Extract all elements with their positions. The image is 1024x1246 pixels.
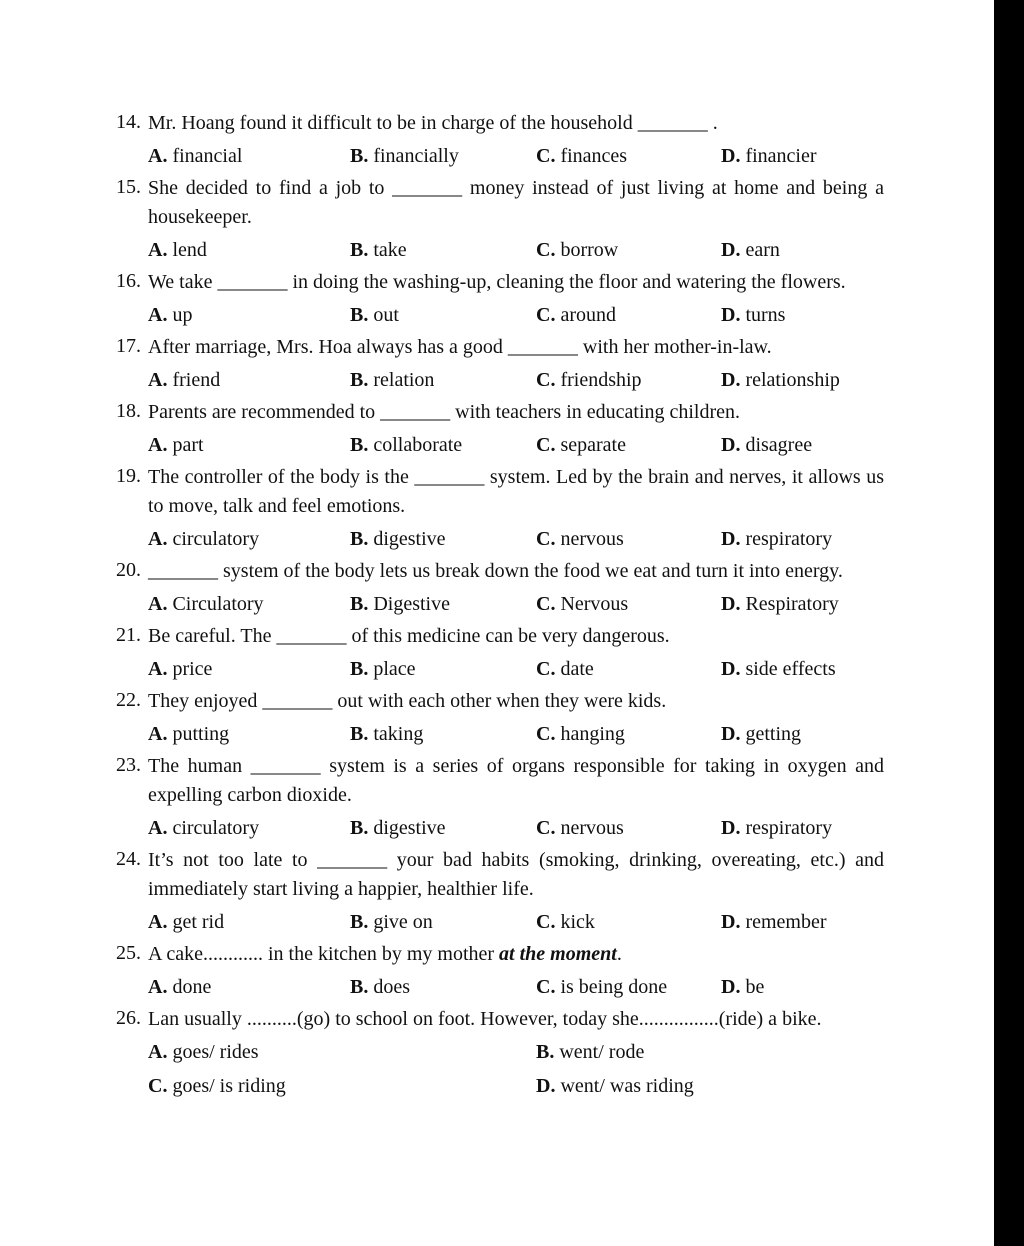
answer-option[interactable]	[350, 905, 433, 939]
answer-option[interactable]	[536, 1035, 644, 1069]
question-text: Lan usually ..........(go) to school on foot. However, today she................(ride) a bike.	[148, 1008, 822, 1030]
answer-option[interactable]	[148, 970, 211, 1004]
option-text: relationship	[745, 369, 840, 391]
question-block	[0, 1004, 994, 1103]
option-text: hanging	[560, 723, 625, 745]
option-letter: A.	[148, 658, 168, 680]
answer-option[interactable]	[148, 298, 192, 332]
option-letter: C.	[148, 1075, 168, 1097]
question-text: Parents are recommended to _______ with teachers in educating children.	[148, 401, 741, 423]
question-text: It’s not too late to _______ your bad habits (smoking, drinking, overeating, etc.) and immediately start living a happier, healthier life.	[148, 849, 884, 900]
option-letter: B.	[350, 528, 369, 550]
answer-option[interactable]	[148, 587, 264, 621]
option-text: does	[373, 976, 411, 998]
worksheet-page	[0, 108, 994, 1103]
answer-option[interactable]	[536, 970, 667, 1004]
answer-option[interactable]	[536, 587, 628, 621]
option-letter: C.	[536, 723, 556, 745]
option-letter: B.	[536, 1041, 555, 1063]
option-text: circulatory	[172, 817, 260, 839]
question-text: A cake............ in the kitchen by my mother	[148, 943, 500, 965]
option-letter: A.	[148, 976, 168, 998]
option-text: circulatory	[172, 528, 260, 550]
question-text-end: .	[616, 943, 622, 965]
option-letter: D.	[721, 239, 741, 261]
answer-option[interactable]	[536, 298, 616, 332]
answer-option[interactable]	[721, 233, 780, 267]
question-number: 18.	[116, 400, 141, 422]
answer-option[interactable]	[721, 905, 827, 939]
question-block	[0, 845, 994, 939]
option-letter: D.	[721, 658, 741, 680]
option-text: taking	[373, 723, 424, 745]
question-stem	[0, 751, 884, 811]
option-letter: A.	[148, 239, 168, 261]
option-letter: B.	[350, 304, 369, 326]
question-number: 25.	[116, 942, 141, 964]
option-text: earn	[745, 239, 780, 261]
question-number: 20.	[116, 559, 141, 581]
answer-option[interactable]	[148, 522, 259, 556]
answer-option[interactable]	[536, 233, 618, 267]
option-text: friend	[172, 369, 221, 391]
option-letter: A.	[148, 911, 168, 933]
option-text: respiratory	[745, 817, 833, 839]
option-letter: C.	[536, 239, 556, 261]
answer-option[interactable]	[721, 717, 801, 751]
question-number: 15.	[116, 176, 141, 198]
option-text: disagree	[745, 434, 813, 456]
answer-option[interactable]	[721, 652, 836, 686]
question-text-emphasis: at the moment	[499, 943, 617, 965]
option-text: went/ rode	[559, 1041, 645, 1063]
answer-option[interactable]	[536, 905, 595, 939]
question-stem	[0, 939, 884, 970]
answer-option[interactable]	[148, 363, 220, 397]
option-letter: A.	[148, 145, 168, 167]
option-letter: C.	[536, 658, 556, 680]
option-letter: D.	[721, 369, 741, 391]
option-letter: D.	[536, 1075, 556, 1097]
option-letter: C.	[536, 528, 556, 550]
option-text: financier	[745, 145, 817, 167]
option-letter: A.	[148, 723, 168, 745]
option-letter: C.	[536, 304, 556, 326]
answer-option[interactable]	[350, 233, 407, 267]
answer-option[interactable]	[350, 717, 423, 751]
answer-option[interactable]	[536, 652, 594, 686]
answer-option[interactable]	[721, 363, 840, 397]
option-letter: A.	[148, 1041, 168, 1063]
answer-option[interactable]	[721, 139, 817, 173]
option-letter: B.	[350, 239, 369, 261]
answer-options	[0, 652, 994, 686]
answer-option[interactable]	[148, 233, 207, 267]
answer-option[interactable]	[350, 811, 446, 845]
option-text: give on	[373, 911, 433, 933]
answer-option[interactable]	[148, 1069, 286, 1103]
option-text: side effects	[745, 658, 836, 680]
option-text: financial	[172, 145, 243, 167]
question-stem	[0, 397, 884, 428]
question-stem	[0, 621, 884, 652]
option-text: around	[560, 304, 616, 326]
question-stem	[0, 1004, 884, 1035]
option-letter: A.	[148, 593, 168, 615]
option-letter: D.	[721, 817, 741, 839]
option-text: goes/ is riding	[172, 1075, 286, 1097]
answer-options	[0, 363, 994, 397]
option-text: nervous	[560, 817, 624, 839]
option-letter: C.	[536, 593, 556, 615]
question-number: 24.	[116, 848, 141, 870]
option-letter: B.	[350, 658, 369, 680]
option-text: out	[373, 304, 399, 326]
option-letter: C.	[536, 911, 556, 933]
option-text: relation	[373, 369, 435, 391]
question-text: She decided to find a job to _______ money instead of just living at home and being a housekeeper.	[148, 177, 884, 228]
option-text: Digestive	[373, 593, 450, 615]
option-text: date	[560, 658, 594, 680]
question-number: 17.	[116, 335, 141, 357]
question-number: 16.	[116, 270, 141, 292]
option-letter: C.	[536, 817, 556, 839]
answer-options	[0, 1035, 994, 1069]
answer-option[interactable]	[721, 587, 839, 621]
option-letter: B.	[350, 817, 369, 839]
answer-option[interactable]	[350, 587, 450, 621]
option-letter: D.	[721, 911, 741, 933]
answer-option[interactable]	[536, 363, 642, 397]
option-text: borrow	[560, 239, 619, 261]
option-letter: C.	[536, 145, 556, 167]
option-text: finances	[560, 145, 628, 167]
question-stem	[0, 267, 884, 298]
answer-options	[0, 905, 994, 939]
answer-options	[0, 811, 994, 845]
option-text: lend	[172, 239, 207, 261]
option-text: collaborate	[373, 434, 463, 456]
answer-options	[0, 717, 994, 751]
option-letter: A.	[148, 528, 168, 550]
option-text: separate	[560, 434, 626, 456]
answer-option[interactable]	[536, 717, 625, 751]
option-letter: B.	[350, 723, 369, 745]
option-text: price	[172, 658, 213, 680]
answer-option[interactable]	[350, 970, 410, 1004]
question-block	[0, 686, 994, 751]
option-text: get rid	[172, 911, 225, 933]
option-text: respiratory	[745, 528, 833, 550]
question-block	[0, 332, 994, 397]
option-letter: B.	[350, 145, 369, 167]
option-text: up	[172, 304, 193, 326]
answer-option[interactable]	[721, 428, 812, 462]
answer-option[interactable]	[350, 652, 416, 686]
answer-option[interactable]	[148, 428, 204, 462]
question-block	[0, 462, 994, 556]
answer-option[interactable]	[536, 1069, 694, 1103]
option-letter: A.	[148, 434, 168, 456]
answer-option[interactable]	[148, 811, 259, 845]
answer-option[interactable]	[721, 970, 764, 1004]
question-text: They enjoyed _______ out with each other when they were kids.	[148, 690, 667, 712]
option-text: turns	[745, 304, 786, 326]
question-text: Be careful. The _______ of this medicine can be very dangerous.	[148, 625, 670, 647]
answer-option[interactable]	[536, 139, 627, 173]
option-text: Respiratory	[745, 593, 839, 615]
answer-options	[0, 428, 994, 462]
option-letter: A.	[148, 304, 168, 326]
page-edge-shadow	[994, 0, 1024, 1246]
answer-options	[0, 1069, 994, 1103]
question-text: _______ system of the body lets us break down the food we eat and turn it into energy.	[148, 560, 843, 582]
option-text: part	[172, 434, 204, 456]
option-letter: C.	[536, 976, 556, 998]
option-letter: C.	[536, 369, 556, 391]
option-letter: D.	[721, 145, 741, 167]
question-text: We take _______ in doing the washing-up, cleaning the floor and watering the flowers.	[148, 271, 846, 293]
option-letter: D.	[721, 304, 741, 326]
answer-option[interactable]	[721, 811, 832, 845]
question-stem	[0, 845, 884, 905]
option-text: nervous	[560, 528, 624, 550]
option-text: goes/ rides	[172, 1041, 259, 1063]
option-text: remember	[745, 911, 827, 933]
option-text: went/ was riding	[560, 1075, 694, 1097]
question-block	[0, 621, 994, 686]
answer-option[interactable]	[721, 522, 832, 556]
answer-option[interactable]	[148, 905, 224, 939]
answer-option[interactable]	[148, 652, 212, 686]
question-number: 23.	[116, 754, 141, 776]
question-stem	[0, 686, 884, 717]
answer-options	[0, 522, 994, 556]
answer-option[interactable]	[148, 1035, 259, 1069]
answer-option[interactable]	[148, 139, 242, 173]
answer-option[interactable]	[536, 811, 624, 845]
option-text: Nervous	[560, 593, 629, 615]
answer-option[interactable]	[721, 298, 785, 332]
question-block	[0, 173, 994, 267]
option-text: digestive	[373, 817, 446, 839]
answer-options	[0, 587, 994, 621]
option-text: getting	[745, 723, 801, 745]
question-stem	[0, 462, 884, 522]
option-letter: D.	[721, 976, 741, 998]
question-text: The human _______ system is a series of organs responsible for taking in oxygen and expelling carbon dioxide.	[148, 755, 884, 806]
answer-option[interactable]	[350, 363, 434, 397]
question-block	[0, 939, 994, 1004]
answer-option[interactable]	[148, 717, 229, 751]
option-letter: D.	[721, 723, 741, 745]
question-number: 26.	[116, 1007, 141, 1029]
answer-options	[0, 970, 994, 1004]
question-number: 21.	[116, 624, 141, 646]
answer-options	[0, 139, 994, 173]
option-letter: B.	[350, 434, 369, 456]
option-letter: A.	[148, 817, 168, 839]
answer-option[interactable]	[350, 139, 459, 173]
question-number: 14.	[116, 111, 141, 133]
option-text: digestive	[373, 528, 446, 550]
answer-option[interactable]	[350, 298, 399, 332]
answer-option[interactable]	[350, 522, 446, 556]
question-text: After marriage, Mrs. Hoa always has a good _______ with her mother-in-law.	[148, 336, 772, 358]
question-block	[0, 267, 994, 332]
option-letter: A.	[148, 369, 168, 391]
question-block	[0, 751, 994, 845]
option-letter: D.	[721, 434, 741, 456]
question-stem	[0, 332, 884, 363]
question-block	[0, 397, 994, 462]
option-text: friendship	[560, 369, 642, 391]
answer-options	[0, 298, 994, 332]
question-stem	[0, 173, 884, 233]
option-text: place	[373, 658, 416, 680]
question-text: Mr. Hoang found it difficult to be in charge of the household _______ .	[148, 112, 718, 134]
option-text: be	[745, 976, 765, 998]
option-text: Circulatory	[172, 593, 264, 615]
option-letter: B.	[350, 593, 369, 615]
option-letter: C.	[536, 434, 556, 456]
option-text: is being done	[560, 976, 668, 998]
option-letter: D.	[721, 528, 741, 550]
question-stem	[0, 556, 884, 587]
answer-option[interactable]	[536, 428, 626, 462]
answer-option[interactable]	[536, 522, 624, 556]
question-number: 19.	[116, 465, 141, 487]
question-stem	[0, 108, 884, 139]
answer-option[interactable]	[350, 428, 462, 462]
question-text: The controller of the body is the _______ system. Led by the brain and nerves, it allows us to move, talk and feel emotions.	[148, 466, 884, 517]
question-number: 22.	[116, 689, 141, 711]
option-letter: D.	[721, 593, 741, 615]
question-block	[0, 108, 994, 173]
option-text: putting	[172, 723, 230, 745]
option-text: financially	[373, 145, 459, 167]
option-letter: B.	[350, 369, 369, 391]
answer-options	[0, 233, 994, 267]
option-text: kick	[560, 911, 595, 933]
option-text: take	[373, 239, 407, 261]
option-text: done	[172, 976, 212, 998]
question-block	[0, 556, 994, 621]
option-letter: B.	[350, 976, 369, 998]
option-letter: B.	[350, 911, 369, 933]
